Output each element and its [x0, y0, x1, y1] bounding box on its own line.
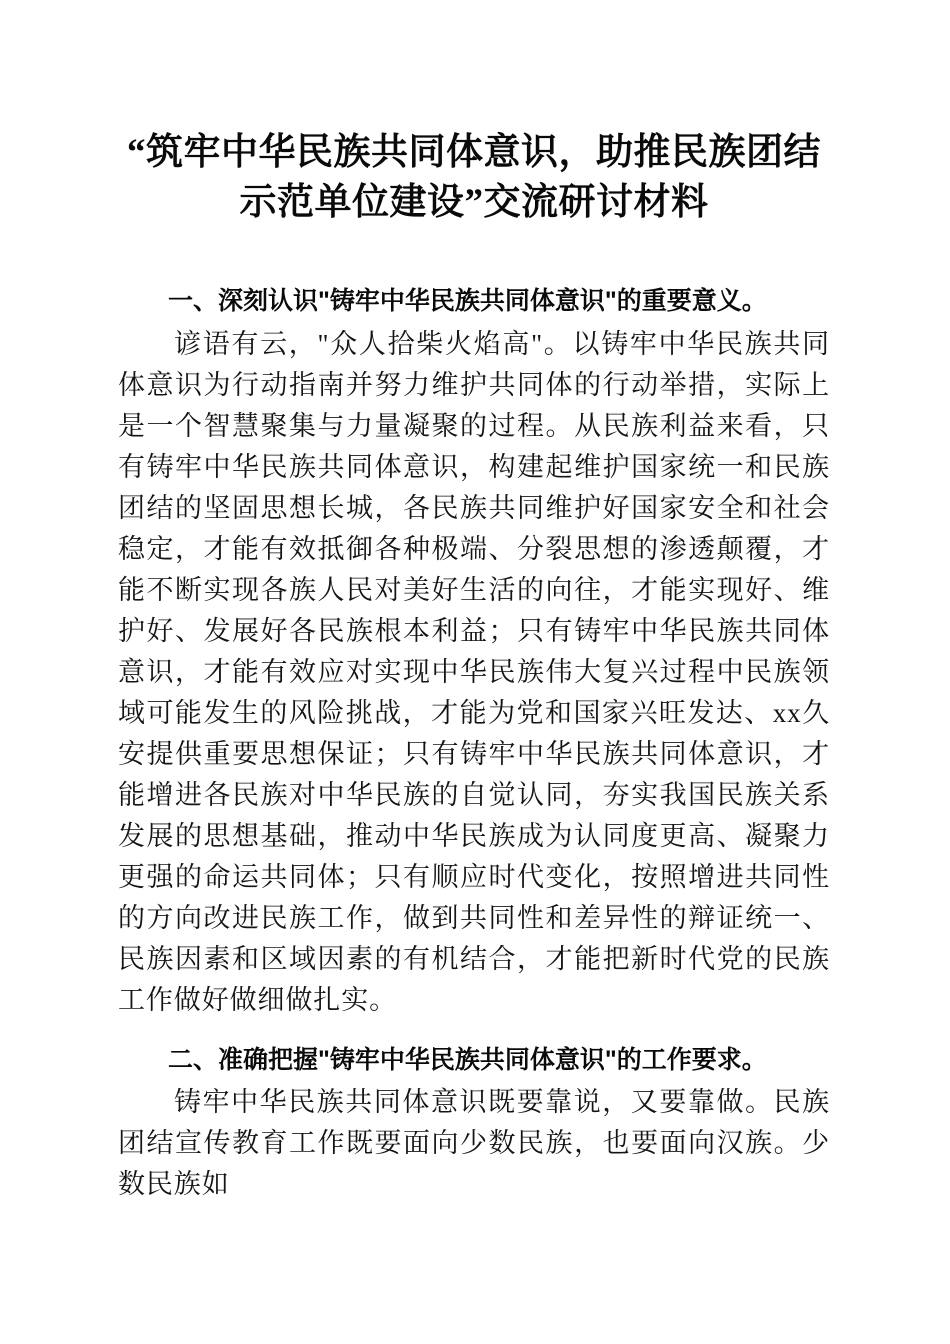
page-title: “筑牢中华民族共同体意识，助推民族团结示范单位建设”交流研讨材料: [127, 132, 821, 223]
section-heading-1: 一、深刻认识"铸牢中华民族共同体意识"的重要意义。: [168, 287, 767, 315]
section-paragraph-2: 铸牢中华民族共同体意识既要靠说，又要靠做。民族团结宣传教育工作既要面向少数民族，也要面向汉族。少数民族如: [118, 1087, 830, 1199]
section-heading-2: 二、准确把握"铸牢中华民族共同体意识"的工作要求。: [168, 1046, 767, 1074]
document-content: [118, 0, 830, 1205]
section-paragraph-1: 谚语有云，"众人拾柴火焰高"。以铸牢中华民族共同体意识为行动指南并努力维护共同体的行动举措，实际上是一个智慧聚集与力量凝聚的过程。从民族利益来看，只有铸牢中华民族共同体意识，构建起维护国家统一和民族团结的坚固思想长城，各民族共同维护好国家安全和社会稳定，才能有效抵御各种极端、分裂思想的渗透颠覆，才能不断实现各族人民对美好生活的向往，才能实现好、维护好、发展好各民族根本利益；只有铸牢中华民族共同体意识，才能有效应对实现中华民族伟大复兴过程中民族领域可能发生的风险挑战，才能为党和国家兴旺发达、xx久安提供重要思想保证；只有铸牢中华民族共同体意识，才能增进各民族对中华民族的自觉认同，夯实我国民族关系发展的思想基础，推动中华民族成为认同度更高、凝聚力更强的命运共同体；只有顺应时代变化，按照增进共同性的方向改进民族工作，做到共同性和差异性的辩证统一、民族因素和区域因素的有机结合，才能把新时代党的民族工作做好做细做扎实。: [118, 329, 830, 1015]
